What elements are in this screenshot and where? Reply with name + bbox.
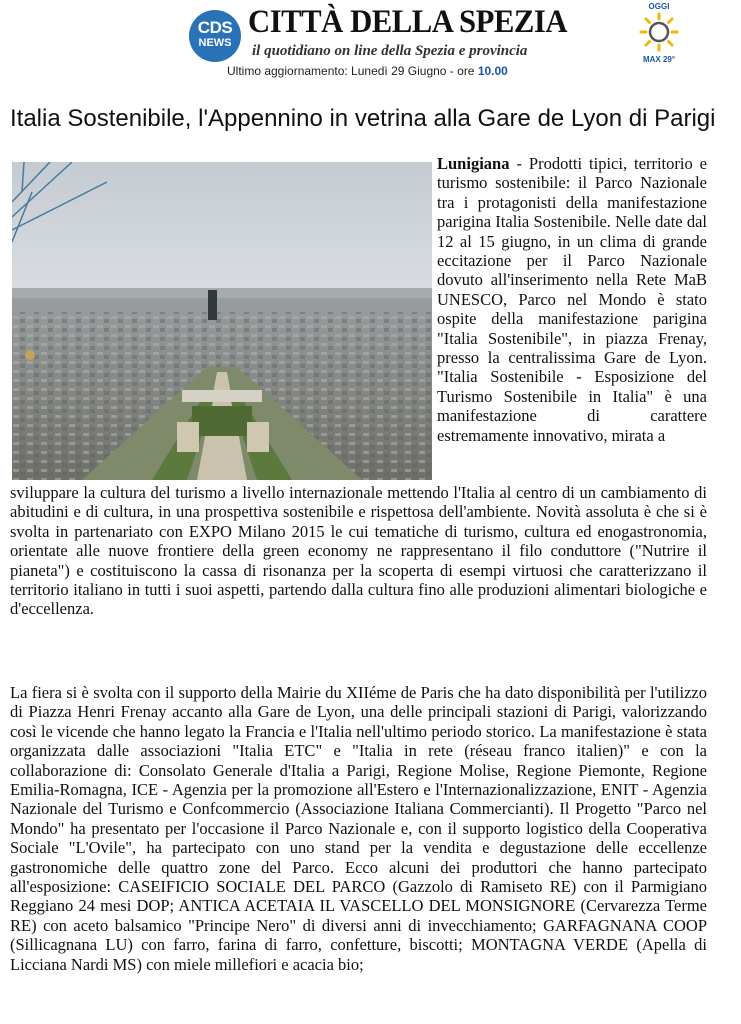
aerial-view-paris-icon xyxy=(12,162,432,480)
article-headline: Italia Sostenibile, l'Appennino in vetrina alla Gare de Lyon di Parigi xyxy=(10,105,716,132)
weather-widget[interactable] xyxy=(632,2,686,72)
last-update-label: Ultimo aggiornamento: Lunedì 29 Giugno - ore xyxy=(227,64,478,78)
weather-today-label: OGGI xyxy=(648,2,670,11)
last-update-time: 10.00 xyxy=(477,64,508,78)
logo-line1: CDS xyxy=(197,18,233,37)
paragraph-1: sviluppare la cultura del turismo a livello internazionale mettendo l'Italia al centro di un cambiamento di abitudini e di cultura, in una prospettiva sostenibile e rispettosa dell'ambiente. Novità assoluta è che si è svolta in partenariato con EXPO Milano 2015 le cui tematiche di turismo, cultura ed enogastronomia, orientate alle nuove frontiere della green economy ne rappresentano il filo conduttore ("Nutrire il pianeta") e costituiscono la cassa di risonanza per la scoperta di esempi virtuosi che caratterizzano il territorio italiano in tutti i suoi aspetti, partendo dalla cultura fino alle produzioni alimentari biologiche e d'eccellenza. xyxy=(10,483,707,619)
lead-text: - Prodotti tipici, territorio e turismo sostenibile: il Parco Nazionale tra i protagonisti della manifestazione parigina Italia Sostenibile. Nelle date dal 12 al 15 giugno, in un clima di grande eccitazione per il Parco Nazionale dovuto all'inserimento nella Rete MaB UNESCO, Parco nel Mondo è stato ospite della manifestazione parigina "Italia Sostenibile", in piazza Frenay, presso la centralissima Gare de Lyon. "Italia Sostenibile - Esposizione del Turismo Sostenibile in Italia" è una manifestazione di carattere estremamente innovativo, mirata a xyxy=(437,154,707,445)
last-update xyxy=(227,64,508,78)
article-photo[interactable] xyxy=(12,162,432,480)
sun-icon xyxy=(632,11,686,53)
article-dateline: Lunigiana xyxy=(437,154,510,173)
site-title[interactable]: CITTÀ DELLA SPEZIA xyxy=(248,4,568,40)
cds-news-logo[interactable] xyxy=(189,10,241,62)
logo-line2: NEWS xyxy=(198,37,232,49)
masthead xyxy=(0,0,741,84)
site-subtitle: il quotidiano on line della Spezia e provincia xyxy=(252,43,528,59)
paragraph-2: La fiera si è svolta con il supporto della Mairie du XIIéme de Paris che ha dato disponibilità per l'utilizzo di Piazza Henri Frenay accanto alla Gare de Lyon, una delle principali stazioni di Parigi, valorizzando così le vicende che hanno legato la Francia e l'Italia nell'ultimo periodo storico. La manifestazione è stata organizzata dalle associazioni "Italia ETC" e "Italia in rete (réseau franco italien)" e con la collaborazione di: Consolato Generale d'Italia a Parigi, Regione Molise, Regione Piemonte, Regione Emilia-Romagna, ICE - Agenzia per la promozione all'Estero e l'Internazionalizzazione, ENIT - Agenzia Nazionale del Turismo e Confcommercio (Associazione Italiana Commercianti). Il Progetto "Parco nel Mondo" ha presentato per l'occasione il Parco Nazionale e, con il supporto logistico della Cooperativa Sociale "L'Ovile", ha partecipato con uno stand per la vendita e degustazione delle eccellenze gastronomiche delle quattro zone del Parco. Ecco alcuni dei produttori che hanno partecipato all'esposizione: CASEIFICIO SOCIALE DEL PARCO (Gazzolo di Ramiseto RE) con il Parmigiano Reggiano 24 mesi DOP; ANTICA ACETAIA IL VASCELLO DEL MONSIGNORE (Cervarezza Terme RE) con aceto balsamico "Principe Nero" di diversi anni di invecchiamento; GARFAGNANA COOP (Sillicagnana LU) con farro, farina di farro, confetture, biscotti; MONTAGNA VERDE (Apella di Licciana Nardi MS) con miele millefiori e acacia bio; xyxy=(10,683,707,974)
weather-max-temp: MAX 29° xyxy=(642,55,676,64)
article-lead xyxy=(437,154,707,445)
